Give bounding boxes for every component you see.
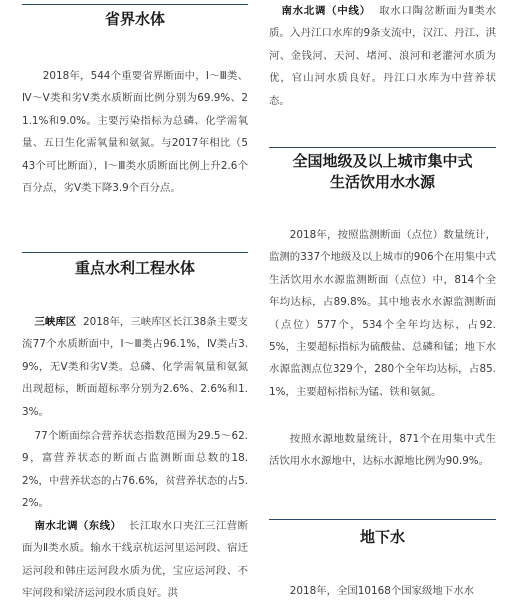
paragraph-provincial-boundary: 2018年，544个重要省界断面中，Ⅰ～Ⅲ类、Ⅳ～Ⅴ类和劣Ⅴ类水质断面比例分别为69.9%、21.1%和9.0%。主要污染指标为总磷、化学需氧量、五日生化需氧量和氨氮。与2017年相比（543个可比断面），Ⅰ～Ⅲ类水质断面比例上升2.6个百分点，劣Ⅴ类下降3.9个百分点。 [22, 70, 248, 195]
section-title-line: 全国地级及以上城市集中式 [292, 152, 473, 170]
paragraph-lead: 南水北调（东线） [34, 520, 122, 532]
paragraph-middle-route [269, 0, 496, 112]
paragraph-body: 长江取水口夹江三江营断面为Ⅱ类水质。输水干线京杭运河里运河段、宿迁运河段和韩庄运河段水质为优，宝应运河段、不牢河段和梁济运河段水质良好。洪 [22, 520, 249, 600]
paragraph-lead: 三峡库区 [34, 316, 77, 328]
paragraph-drinking-water-sections: 2018年，按照监测断面（点位）数量统计，监测的337个地级及以上城市的906个在用集中式生活饮用水水源监测断面（点位）中，814个全年均达标，占89.8%。其中地表水水源监测断面（点位）577个，534个全年均达标，占92.5%，主要超标指标为硫酸盐、总磷和锰；地下水水源监测点位329个，280个全年均达标，占85.1%，主要超标指标为锰、铁和氨氮。 [269, 229, 496, 398]
heading-rule [22, 4, 248, 5]
section-title-line: 生活饮用水水源 [329, 173, 435, 191]
section-title: 重点水利工程水体 [74, 259, 195, 277]
section-heading-provincial-boundary [22, 4, 248, 30]
paragraph-east-route [22, 515, 248, 605]
heading-rule [269, 519, 496, 520]
heading-rule [22, 252, 248, 253]
section-heading-groundwater [269, 519, 496, 548]
section-heading-drinking-water [269, 147, 496, 193]
paragraph-drinking-water-sources: 按照水源地数量统计，871个在用集中式生活饮用水水源地中，达标水源地比例为90.9%。 [269, 433, 496, 468]
paragraph-body: 取水口陶岔断面为Ⅱ类水质。入丹江口水库的9条支流中，汉江、丹江、淇河、金钱河、天河、堵河、浪河和老灌河水质为优，官山河水质良好。丹江口水库为中营养状态。 [269, 5, 496, 107]
paragraph-body: 2018年，三峡库区长江38条主要支流77个水质断面中，Ⅰ～Ⅲ类占96.1%，Ⅳ类占3.9%，无Ⅴ类和劣Ⅴ类。总磷、化学需氧量和氨氮出现超标，断面超标率分别为2.6%、2.6%和1.3%。 [22, 316, 249, 418]
paragraph-groundwater: 2018年，全国10168个国家级地下水水 [289, 585, 474, 597]
paragraph-lead: 南水北调（中线） [281, 5, 371, 17]
paragraph-three-gorges [22, 311, 248, 423]
section-title: 省界水体 [104, 10, 165, 28]
heading-rule [269, 147, 496, 148]
section-heading-water-projects [22, 252, 248, 279]
section-title: 地下水 [359, 528, 405, 546]
paragraph-trophic-state: 77个断面综合营养状态指数范围为29.5～62.9，富营养状态的断面占监测断面总数的18.2%，中营养状态的占76.6%，贫营养状态的占5.2%。 [22, 430, 248, 510]
